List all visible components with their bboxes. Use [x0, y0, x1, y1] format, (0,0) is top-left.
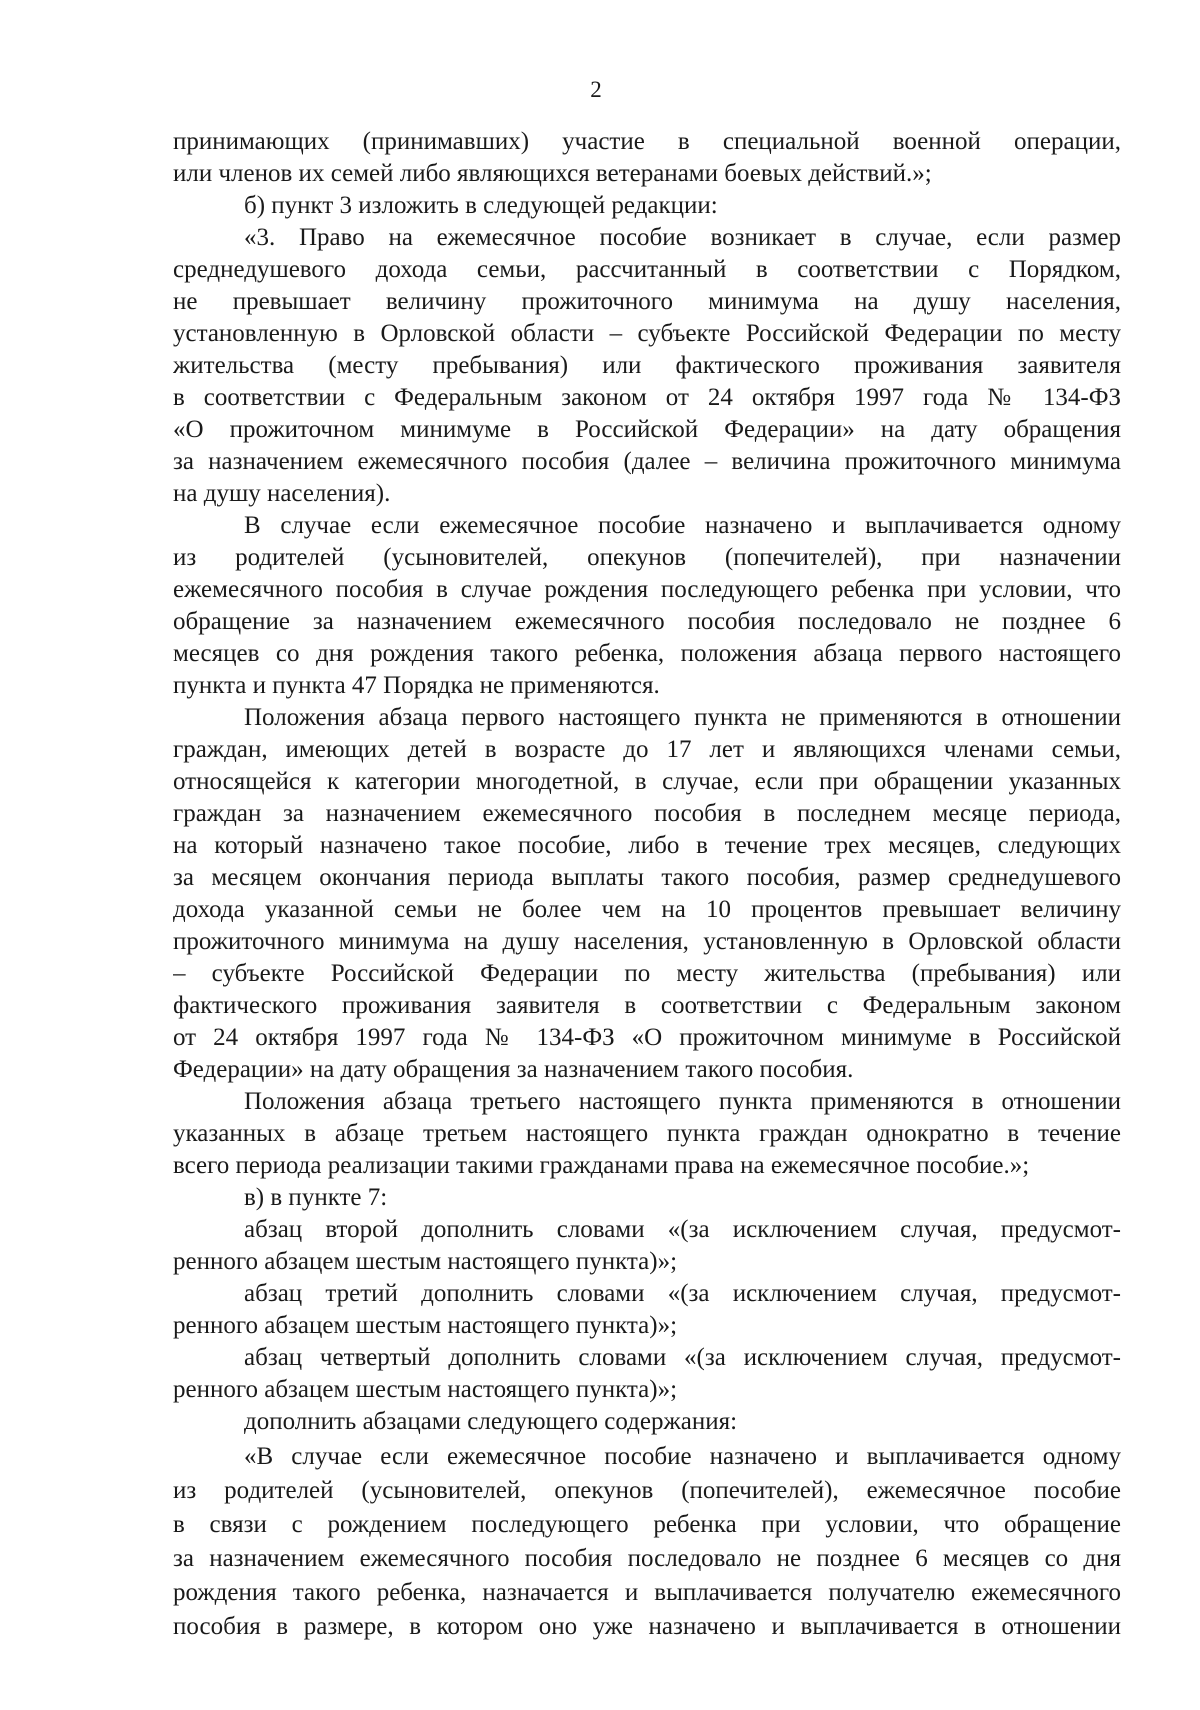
text-line: ренного абзацем шестым настоящего пункта)»;: [173, 1312, 678, 1339]
text-line: ренного абзацем шестым настоящего пункта)»;: [173, 1248, 678, 1275]
text-line: – субъекте Российской Федерации по месту жительства (пребывания) или: [173, 960, 1121, 987]
text-line: месяцев со дня рождения такого ребенка, положения абзаца первого настоящего: [173, 640, 1121, 667]
text-line: жительства (месту пребывания) или фактического проживания заявителя: [173, 352, 1121, 379]
text-line: за месяцем окончания периода выплаты такого пособия, размер среднедушевого: [173, 864, 1121, 891]
text-line: среднедушевого дохода семьи, рассчитанный в соответствии с Порядком,: [173, 256, 1121, 283]
text-line: не превышает величину прожиточного минимума на душу населения,: [173, 288, 1121, 315]
paragraph: [173, 126, 1121, 190]
text-line: из родителей (усыновителей, опекунов (попечителей), ежемесячное пособие: [173, 1477, 1121, 1504]
text-line: из родителей (усыновителей, опекунов (попечителей), при назначении: [173, 544, 1121, 571]
paragraph: [173, 1342, 1121, 1406]
text-line: на который назначено такое пособие, либо в течение трех месяцев, следующих: [173, 832, 1121, 859]
text-line: граждан, имеющих детей в возрасте до 17 лет и являющихся членами семьи,: [173, 736, 1121, 763]
text-line: дохода указанной семьи не более чем на 10 процентов превышает величину: [173, 896, 1121, 923]
text-line: на душу населения).: [173, 480, 391, 507]
text-line: Положения абзаца третьего настоящего пункта применяются в отношении: [244, 1088, 1121, 1115]
paragraph: [173, 222, 1121, 510]
text-line: абзац третий дополнить словами «(за исключением случая, предусмот-: [244, 1280, 1121, 1307]
text-line: относящейся к категории многодетной, в случае, если при обращении указанных: [173, 768, 1121, 795]
text-line: рождения такого ребенка, назначается и выплачивается получателю ежемесячного: [173, 1579, 1121, 1606]
paragraph: [173, 510, 1121, 702]
paragraph: [173, 1086, 1121, 1182]
text-line: «О прожиточном минимуме в Российской Федерации» на дату обращения: [173, 416, 1121, 443]
text-line: ежемесячного пособия в случае рождения последующего ребенка при условии, что: [173, 576, 1121, 603]
text-line: всего периода реализации такими гражданами права на ежемесячное пособие.»;: [173, 1152, 1030, 1179]
text-line: в соответствии с Федеральным законом от 24 октября 1997 года № 134-ФЗ: [173, 384, 1121, 411]
text-line: дополнить абзацами следующего содержания:: [244, 1408, 738, 1435]
page-number: 2: [590, 77, 602, 102]
text-line: принимающих (принимавших) участие в специальной военной операции,: [173, 128, 1121, 155]
text-line: в связи с рождением последующего ребенка при условии, что обращение: [173, 1511, 1121, 1538]
text-line: за назначением ежемесячного пособия (далее – величина прожиточного минимума: [173, 448, 1121, 475]
text-line: обращение за назначением ежемесячного пособия последовало не позднее 6: [173, 608, 1121, 635]
text-line: пункта и пункта 47 Порядка не применяются.: [173, 672, 660, 699]
text-line: пособия в размере, в котором оно уже назначено и выплачивается в отношении: [173, 1613, 1121, 1640]
text-line: «3. Право на ежемесячное пособие возникает в случае, если размер: [244, 224, 1121, 251]
text-line: в) в пункте 7:: [244, 1184, 388, 1211]
text-line: за назначением ежемесячного пособия последовало не позднее 6 месяцев со дня: [173, 1545, 1121, 1572]
text-line: В случае если ежемесячное пособие назначено и выплачивается одному: [244, 512, 1121, 539]
text-line: прожиточного минимума на душу населения, установленную в Орловской области: [173, 928, 1121, 955]
text-line: «В случае если ежемесячное пособие назначено и выплачивается одному: [244, 1443, 1121, 1470]
paragraph: [173, 1278, 1121, 1342]
paragraph: [173, 1406, 1121, 1438]
text-line: б) пункт 3 изложить в следующей редакции:: [244, 192, 718, 219]
text-line: фактического проживания заявителя в соответствии с Федеральным законом: [173, 992, 1121, 1019]
text-line: абзац четвертый дополнить словами «(за исключением случая, предусмот-: [244, 1344, 1121, 1371]
paragraph: [173, 1440, 1121, 1644]
paragraph: [173, 190, 1121, 222]
text-line: ренного абзацем шестым настоящего пункта)»;: [173, 1376, 678, 1403]
text-line: Федерации» на дату обращения за назначением такого пособия.: [173, 1056, 854, 1083]
paragraph: [173, 1214, 1121, 1278]
text-line: Положения абзаца первого настоящего пункта не применяются в отношении: [244, 704, 1121, 731]
paragraph: [173, 702, 1121, 1086]
text-line: установленную в Орловской области – субъекте Российской Федерации по месту: [173, 320, 1121, 347]
text-line: или членов их семей либо являющихся ветеранами боевых действий.»;: [173, 160, 932, 187]
text-line: от 24 октября 1997 года № 134-ФЗ «О прожиточном минимуме в Российской: [173, 1024, 1121, 1051]
document-body: [173, 126, 1121, 1644]
text-line: граждан за назначением ежемесячного пособия в последнем месяце периода,: [173, 800, 1121, 827]
text-line: абзац второй дополнить словами «(за исключением случая, предусмот-: [244, 1216, 1121, 1243]
paragraph: [173, 1182, 1121, 1214]
text-line: указанных в абзаце третьем настоящего пункта граждан однократно в течение: [173, 1120, 1121, 1147]
